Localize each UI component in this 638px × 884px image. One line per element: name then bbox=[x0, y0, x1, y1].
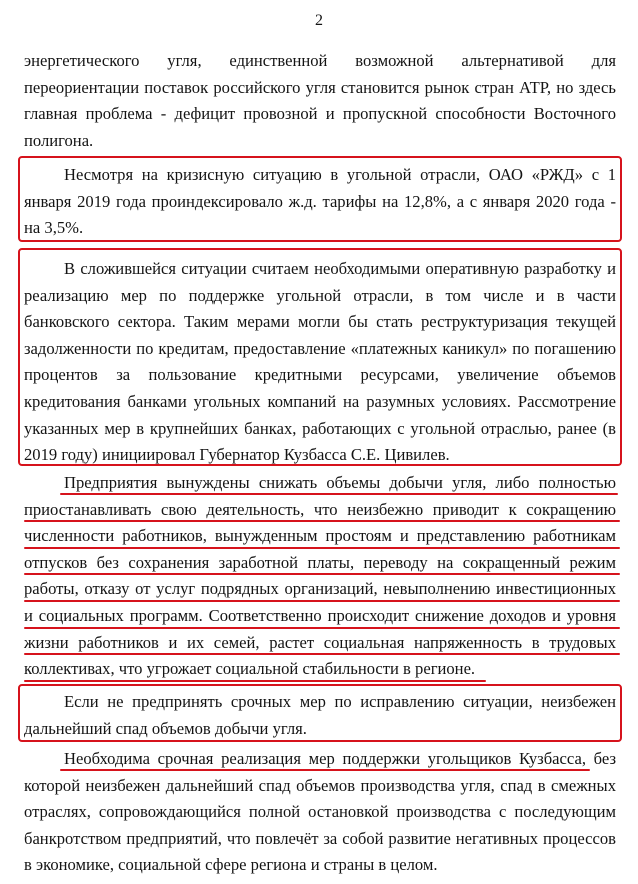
underline-mark bbox=[60, 769, 590, 771]
underline-mark bbox=[24, 680, 486, 682]
underline-mark bbox=[24, 547, 620, 549]
paragraph-urgent: Если не предпринять срочных мер по исправлению ситуации, неизбежен дальнейший спад объемов добычи угля. bbox=[24, 692, 616, 738]
underline-mark bbox=[24, 600, 620, 602]
page-number: 2 bbox=[315, 12, 323, 29]
paragraph-banking: В сложившейся ситуации считаем необходимыми оперативную разработку и реализацию мер по поддержке угольной отрасли, в том числе и в части банковского сектора. Таким мерами могли бы стать реструктуризация текущей задолженности по кредитам, предоставление «платежных каникул» по погашению процентов за пользование кредитными ресурсами, увеличение объемов кредитования банками угольных компаний на разумных условиях. Рассмотрение указанных мер в крупнейших банках, работающих с угольной отраслью, ранее (в 2019 году) инициировал Губернатор Кузбасса С.Е. Цивилев. bbox=[24, 259, 616, 465]
paragraph-conclusion: Необходима срочная реализация мер поддержки угольщиков Кузбасса, без которой неизбежен дальнейший спад объемов производства угля, спад в смежных отраслях, сопровождающийся полной остановкой производства с последующим банкротством предприятий, что повлечёт за собой развитие негативных процессов в экономике, социальной сфере региона и страны в целом. bbox=[24, 749, 616, 875]
underline-mark bbox=[24, 653, 620, 655]
underline-mark bbox=[24, 520, 620, 522]
paragraph-consequences: Предприятия вынуждены снижать объемы добычи угля, либо полностью приостанавливать свою деятельность, что неизбежно приводит к сокращению численности работников, вынужденным простоям и представлению работникам отпусков без сохранения заработной платы, переводу на сокращенный режим работы, отказу от услуг подрядных организаций, невыполнению инвестиционных и социальных программ. Соответственно происходит снижение доходов и уровня жизни работников и их семей, растет социальная напряженность в трудовых коллективах, что угрожает социальной стабильности в регионе. bbox=[24, 473, 616, 679]
underline-mark bbox=[60, 493, 618, 495]
underline-mark bbox=[24, 573, 620, 575]
underline-mark bbox=[24, 627, 620, 629]
paragraph-intro: энергетического угля, единственной возможной альтернативой для переориентации поставок российского угля становится рынок стран АТР, но здесь главная проблема - дефицит провозной и пропускной способности Восточного полигона. bbox=[24, 51, 616, 150]
paragraph-tariffs: Несмотря на кризисную ситуацию в угольной отрасли, ОАО «РЖД» с 1 января 2019 года проиндексировало ж.д. тарифы на 12,8%, а с января 2020 года - на 3,5%. bbox=[24, 165, 616, 238]
